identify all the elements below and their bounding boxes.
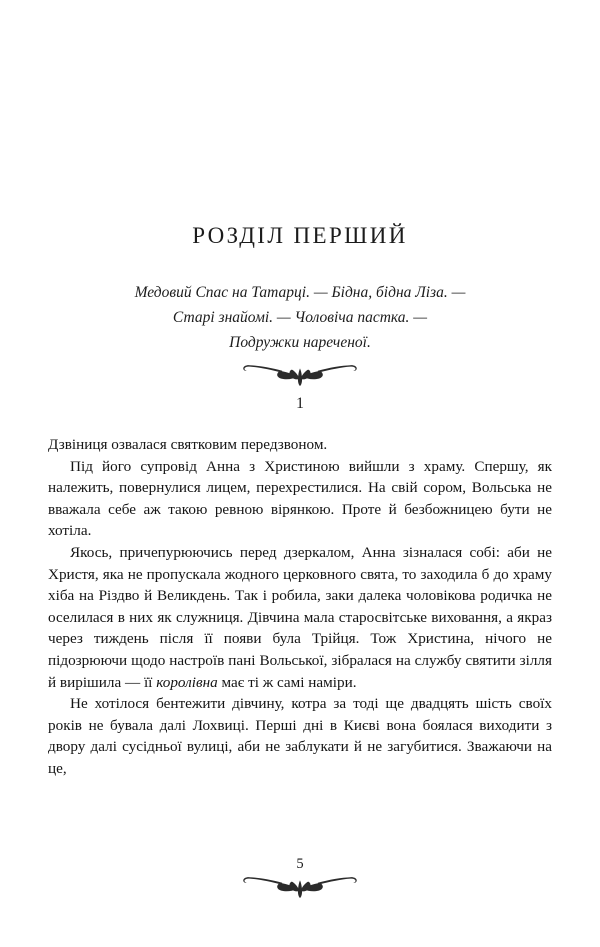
body-paragraph: [48, 693, 552, 779]
bottom-ornament: [0, 872, 600, 898]
page-number: 5: [296, 856, 304, 872]
synopsis-line: Медовий Спас на Татарці. — Бідна, бідна Ліза. —: [134, 284, 466, 301]
decorative-flourish-icon: [241, 360, 359, 386]
body-text-run: має ті ж самі наміри.: [217, 673, 357, 691]
top-ornament: [0, 360, 600, 386]
emphasis-text: королівна: [156, 673, 218, 691]
body-text-run: Не хотілося бентежити дівчину, котра за тоді ще двадцять шість своїх років не бувала далі Лохвиці. Перші дні в Києві вона боялася виходити з двору далі сусідньої вулиці, аби не заблукати й не загубитися. Зважаючи на це,: [48, 695, 552, 777]
body-text: [48, 434, 552, 780]
body-text-run: Під його супровід Анна з Христиною вийшли з храму. Спершу, як належить, повернулися лицем, перехрестилися. На свій сором, Вольська не вважала себе аж такою ревною вірянкою. Проте й безбожницею бути не хотіла.: [48, 457, 552, 540]
body-paragraph: [48, 542, 552, 693]
section-number: 1: [296, 395, 304, 412]
chapter-title: РОЗДІЛ ПЕРШИЙ: [192, 223, 408, 248]
body-paragraph: [48, 434, 552, 456]
body-text-run: Якось, причепурюючись перед дзеркалом, Анна зізналася собі: аби не Христя, яка не пропускала жодного церковного свята, то заходила б до храму хіба на Різдво й Великдень. Так і робила, заки далека чоловікова родичка не оселилася в них як служниця. Дівчина мала старосвітське виховання, а якраз через тиждень після її появи була Трійця. Тож Христина, нічого не підозрюючи щодо настроїв пані Вольської, зібралася на службу святити зілля й вирішила — її: [48, 543, 552, 691]
chapter-synopsis: [70, 280, 530, 355]
synopsis-line: Подружки нареченої.: [229, 334, 371, 351]
synopsis-line: Старі знайомі. — Чоловіча пастка. —: [172, 309, 428, 326]
decorative-flourish-icon: [241, 872, 359, 898]
body-paragraph: [48, 456, 552, 542]
body-text-run: Дзвіниця озвалася святковим передзвоном.: [48, 436, 328, 453]
